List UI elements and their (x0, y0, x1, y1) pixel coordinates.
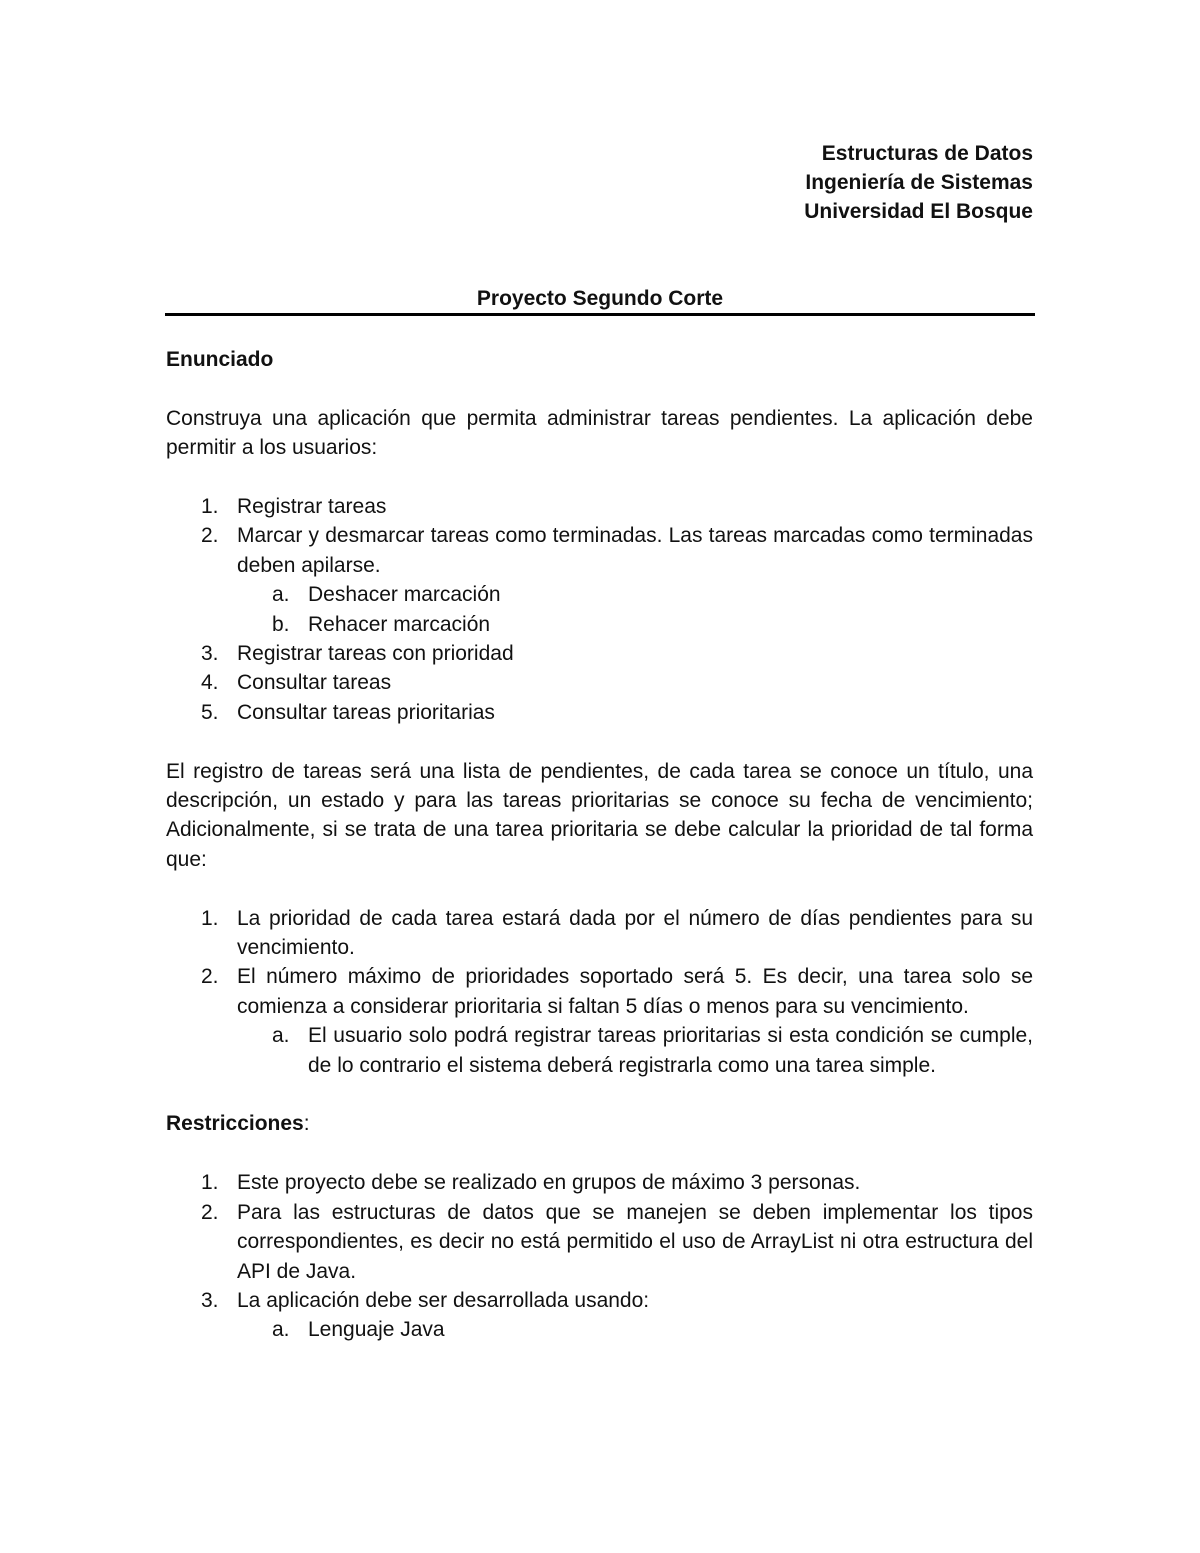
program-name: Ingeniería de Sistemas (805, 171, 1033, 194)
list-item (201, 521, 1033, 639)
list-item-text: La prioridad de cada tarea estará dada por el número de días pendientes para su vencimiento. (237, 906, 1033, 960)
list-item-text: Marcar y desmarcar tareas como terminadas. Las tareas marcadas como terminadas deben apilarse. (237, 524, 1033, 577)
sub-list-item (272, 1021, 1033, 1080)
list-marker: a. (272, 583, 290, 607)
list-marker: 2. (201, 1200, 219, 1224)
sub-list-item (272, 1315, 1033, 1344)
list-marker: 3. (201, 642, 219, 666)
document-title: Proyecto Segundo Corte (476, 287, 724, 310)
list-marker: 1. (201, 495, 219, 518)
list-item-text: Para las estructuras de datos que se manejen se deben implementar los tipos correspondientes, es decir no está permitido el uso de ArrayList ni otra estructura del API de Java. (237, 1200, 1033, 1283)
sub-list (237, 580, 1033, 639)
enunciado-intro: Construya una aplicación que permita administrar tareas pendientes. La aplicación debe permitir a los usuarios: (166, 406, 1033, 460)
list-marker: 2. (201, 524, 219, 548)
list-item (201, 492, 1033, 521)
list-marker: 3. (201, 1288, 219, 1312)
restricciones-heading-line (166, 1109, 1033, 1138)
list-item (201, 639, 1033, 668)
list-item-text: Consultar tareas prioritarias (237, 700, 495, 724)
title-underline (165, 313, 1035, 316)
document-header (804, 139, 1033, 226)
list-marker: 4. (201, 671, 219, 695)
list-marker: a. (272, 1024, 290, 1048)
list-item-text: Consultar tareas (237, 671, 392, 695)
list-item (201, 1198, 1033, 1286)
list-item-text: El número máximo de prioridades soportado será 5. Es decir, una tarea solo se comienza a considerar prioritaria si faltan 5 días o menos para su vencimiento. (237, 965, 1033, 1018)
list-item (201, 1286, 1033, 1345)
enunciado-heading: Enunciado (166, 348, 274, 371)
university-name: Universidad El Bosque (804, 200, 1033, 223)
restrictions-list (166, 1168, 1033, 1344)
list-marker: a. (272, 1318, 290, 1342)
list-marker: b. (272, 612, 290, 636)
restricciones-heading: Restricciones (166, 1112, 304, 1136)
list-item-text: Deshacer marcación (308, 583, 501, 607)
list-item-text: La aplicación debe ser desarrollada usando: (237, 1288, 650, 1312)
document-body (166, 345, 1033, 1345)
priority-rules-list (166, 904, 1033, 1080)
list-item-text: Registrar tareas (237, 495, 387, 518)
list-item-text: Este proyecto debe se realizado en grupos de máximo 3 personas. (237, 1171, 861, 1195)
list-item (201, 668, 1033, 697)
list-item-text: Rehacer marcación (308, 612, 491, 636)
heading-colon: : (303, 1112, 310, 1136)
list-marker: 2. (201, 965, 219, 989)
list-marker: 1. (201, 1171, 219, 1195)
sub-list-item (272, 610, 1033, 639)
feature-list (166, 492, 1033, 727)
course-name: Estructuras de Datos (821, 142, 1033, 165)
sub-list-item (272, 580, 1033, 609)
list-marker: 5. (201, 700, 219, 724)
sub-list (237, 1021, 1033, 1080)
list-marker: 1. (201, 906, 219, 930)
list-item-text: Registrar tareas con prioridad (237, 642, 514, 666)
list-item (201, 1168, 1033, 1197)
sub-list (237, 1315, 1033, 1344)
registro-paragraph: El registro de tareas será una lista de pendientes, de cada tarea se conoce un título, una descripción, un estado y para las tareas prioritarias se conoce su fecha de vencimiento; Adicionalmente, si se trata de una tarea prioritaria se debe calcular la prioridad de tal forma que: (166, 759, 1033, 871)
list-item (201, 904, 1033, 963)
list-item (201, 962, 1033, 1080)
list-item-text: Lenguaje Java (308, 1318, 445, 1342)
list-item-text: El usuario solo podrá registrar tareas prioritarias si esta condición se cumple, de lo contrario el sistema deberá registrarla como una tarea simple. (308, 1024, 1033, 1077)
list-item (201, 698, 1033, 727)
